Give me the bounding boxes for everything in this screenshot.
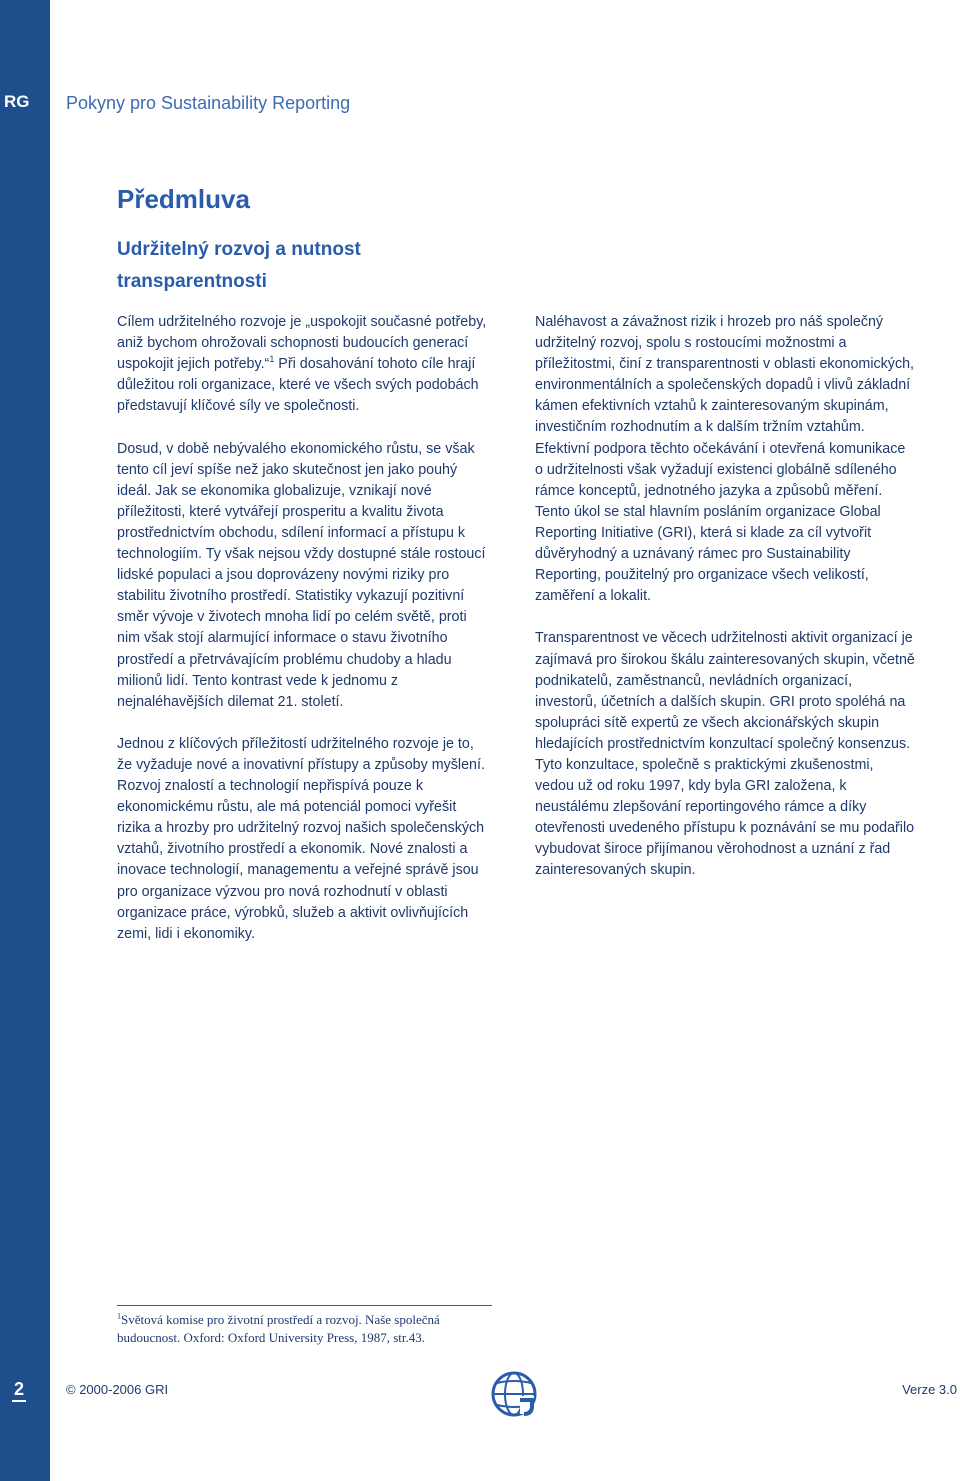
right-paragraph-1: Naléhavost a závažnost rizik i hrozeb pro náš společný udržitelný rozvoj, spolu s rostoucími možnostmi a příležitostmi, činí z transparentnosti v oblasti ekonomických, environmentálních a společenských dopadů i vlivů základní kámen efektivních vztahů k zainteresovaným skupinám, investičním rozhodnutím a k dalším tržním vztahům. Efektivní podpora těchto očekávání i otevřená komunikace o udržitelnosti však vyžadují existenci globálně sdíleného rámce konceptů, jednotného jazyka a způsobů měření. Tento úkol se stal hlavním posláním organizace Global Reporting Initiative (GRI), která si klade za cíl vytvořit důvěryhodný a uznávaný rámec pro Sustainability Reporting, použitelný pro organizace všech velikostí, zaměření a lokalit. bbox=[535, 314, 915, 605]
header-title: Pokyny pro Sustainability Reporting bbox=[66, 93, 351, 113]
left-paragraph-3: Jednou z klíčových příležitostí udržitelného rozvoje je to, že vyžaduje nové a inovativní přístupy a způsoby myšlení. Rozvoj znalostí a technologií nepřispívá pouze k ekonomickému růstu, ale má potenciál pomoci vyřešit rizika a hrozby pro udržitelný rozvoj našich společenských vztahů, životního prostředí a ekonomik. Nové znalosti a inovace technologií, managementu a veřejné správě jsou pro organizace výzvou pro nová rozhodnutí v oblasti organizace práce, výrobků, služeb a aktivit ovlivňujících zemi, lidi i ekonomiky. bbox=[117, 735, 485, 942]
page-number: 2 bbox=[12, 1379, 26, 1402]
left-sidebar-bar bbox=[0, 0, 50, 1481]
right-column bbox=[535, 312, 915, 903]
section-subtitle: Udržitelný rozvoj a nutnost transparentnosti bbox=[117, 239, 361, 292]
footnote-text: Světová komise pro životní prostředí a rozvoj. Naše společná budoucnost. Oxford: Oxford University Press, 1987, str.43. bbox=[117, 1312, 440, 1345]
footnote-divider bbox=[117, 1305, 492, 1306]
footnote-ref: 1 bbox=[269, 354, 275, 365]
left-paragraph-1-part-b: Při dosahování tohoto cíle hrají důležitou roli organizace, které ve všech svých podobách představují klíčové síly ve společnosti. bbox=[117, 356, 479, 415]
left-paragraph-2: Dosud, v době nebývalého ekonomického růstu, se však tento cíl jeví spíše než jako skutečnost jen jako pouhý ideál. Jak se ekonomika globalizuje, vznikají nové příležitosti, které vytvářejí prosperitu a kvalitu života prostřednictvím obchodu, sdílení informací a přístupu k technologiím. Ty však nejsou vždy dostupné stále rostoucí lidské populaci a jsou doprovázeny novými riziky pro stabilitu životního prostředí. Statistiky vykazují pozitivní směr vývoje v životech mnoha lidí po celém světě, proti nim však stojí alarmující informace o stavu životního prostředí a přetrvávajícím problému chudoby a hladu milionů lidí. Tento kontrast vede k jednomu z nejnaléhavějších dilemat 21. století. bbox=[117, 440, 486, 710]
left-column bbox=[117, 312, 492, 966]
copyright: © 2000-2006 GRI bbox=[66, 1382, 169, 1397]
right-paragraph-2: Transparentnost ve věcech udržitelnosti aktivit organizací je zajímavá pro širokou škálu zainteresovaných skupin, včetně podnikatelů, zaměstnanců, nevládních organizací, investorů, účetních a dalších skupin. GRI proto spoléhá na spolupráci sítě expertů ze všech akcionářských skupin hledajících prostřednictvím konzultací společný konsenzus. Tyto konzultace, společně s praktickými zkušenostmi, vedou už od roku 1997, kdy byla GRI založena, k neustálému zlepšování reportingového rámce a díky otevřenosti uvedeného přístupu k poznávání se mu podařilo vybudovat široce přijímanou věrohodnost a uznání z řad zainteresovaných skupin. bbox=[535, 630, 915, 879]
footnote-number: 1 bbox=[117, 1311, 121, 1321]
version-label: Verze 3.0 bbox=[902, 1382, 957, 1397]
left-paragraph-1-part-a: Cílem udržitelného rozvoje je „uspokojit současné potřeby, aniž bychom ohrožovali schopnosti budoucích generací uspokojit jejich potřeby.“ bbox=[117, 314, 487, 373]
page-title: Předmluva bbox=[117, 184, 250, 214]
gri-globe-logo-icon bbox=[490, 1370, 538, 1418]
footnote bbox=[117, 1311, 492, 1347]
left-paragraph-1 bbox=[117, 312, 492, 417]
header-code: RG bbox=[4, 92, 30, 111]
